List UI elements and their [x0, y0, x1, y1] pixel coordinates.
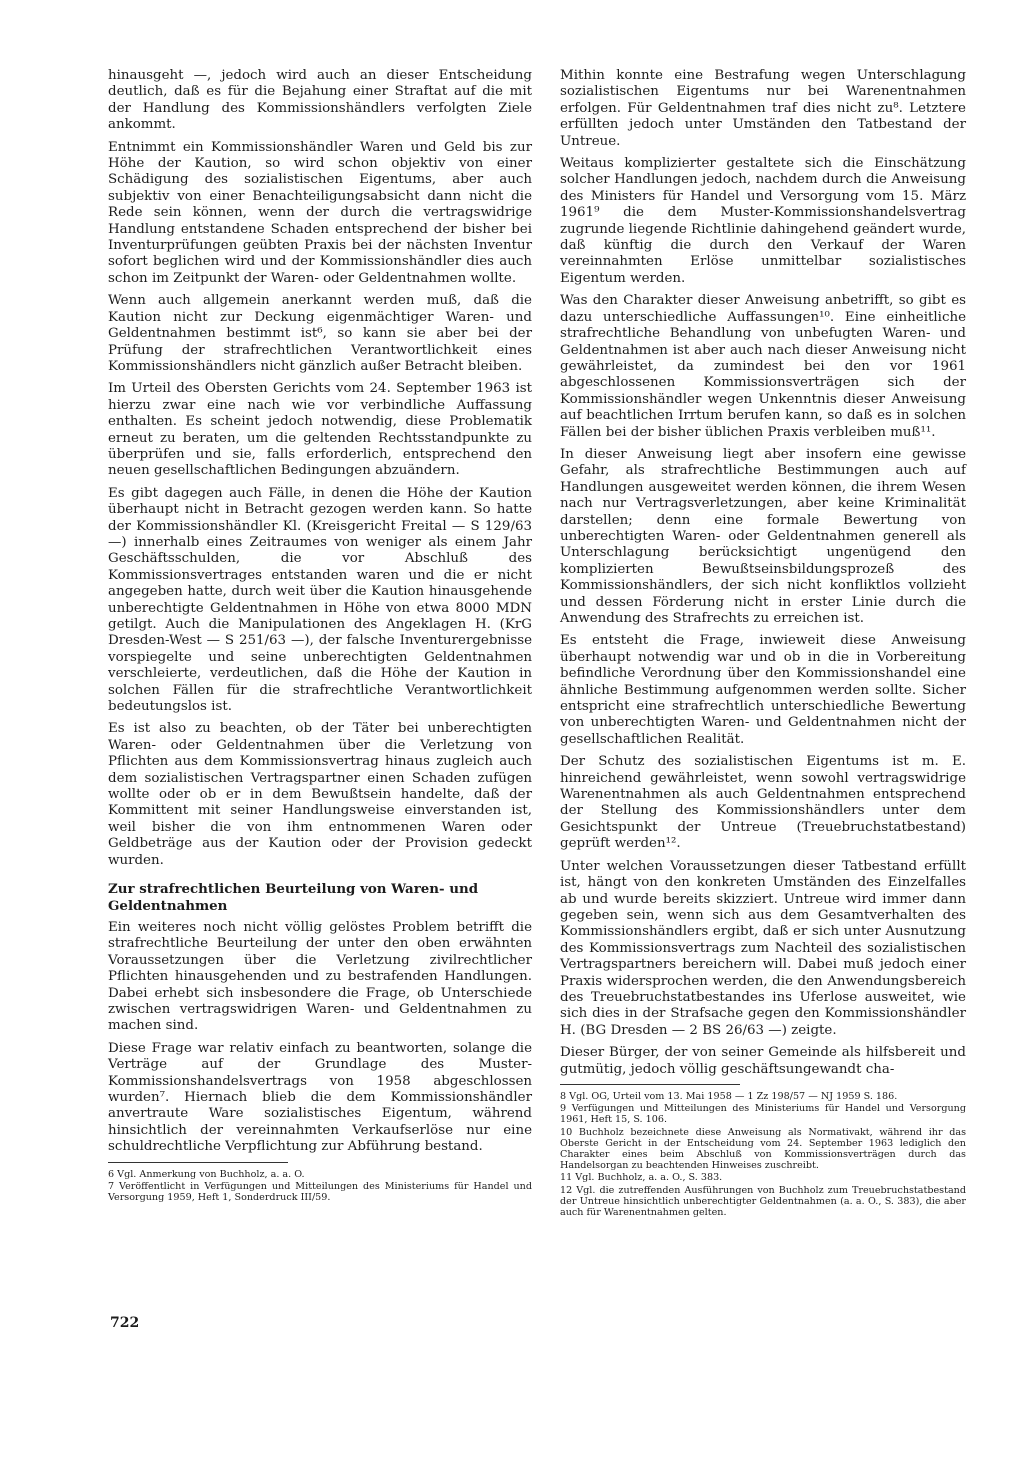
- body-paragraph: Es entsteht die Frage, inwieweit diese Anweisung überhaupt notwendig war und ob in die in Vorbereitung befindliche Verordnung über den Kommissionshandel eine ähnliche Bestimmung aufgenommen werden sollte. Sicher entspricht eine strafrechtlich unterschiedliche Bewertung von unberechtigten Waren- und Geldentnahmen nicht der gesellschaftlichen Realität.: [560, 633, 966, 747]
- footnote: 11 Vgl. Buchholz, a. a. O., S. 383.: [560, 1172, 723, 1184]
- footnote-divider: [108, 1162, 288, 1163]
- footnote: 9 Verfügungen und Mitteilungen des Ministeriums für Handel und Versorgung 1961, Heft 15, S. 106.: [560, 1103, 966, 1126]
- right-column: [560, 68, 966, 1219]
- footnote: 6 Vgl. Anmerkung von Buchholz, a. a. O.: [108, 1168, 305, 1180]
- footnote: 8 Vgl. OG, Urteil vom 13. Mai 1958 — 1 Zz 198/57 — NJ 1959 S. 186.: [560, 1090, 898, 1102]
- body-paragraph: Es ist also zu beachten, ob der Täter bei unberechtigten Waren- oder Geldentnahmen über die Verletzung von Pflichten aus dem Kommissionsvertrag hinaus zugleich auch dem sozialistischen Vertragspartner einen Schaden zufügen wollte oder ob er in dem Bewußtsein handelte, daß der Kommittent mit seiner Handlungsweise einverstanden ist, weil bisher die von ihm entnommenen Waren oder Geldbeträge aus der Kaution oder der Provision gedeckt wurden.: [108, 721, 532, 868]
- footnote: 12 Vgl. die zutreffenden Ausführungen von Buchholz zum Treuebruchstatbestand der Untreue hinsichtlich unberechtigter Geldentnahmen (a. a. O., S. 383), die aber auch für Warenentnahmen gelten.: [560, 1184, 966, 1218]
- body-paragraph: Dieser Bürger, der von seiner Gemeinde als hilfsbereit und gutmütig, jedoch völlig geschäftsungewandt cha-: [560, 1045, 966, 1077]
- body-paragraph: Der Schutz des sozialistischen Eigentums ist m. E. hinreichend gewährleistet, wenn sowohl vertragswidrige Warenentnahmen als auch Geldentnahmen entsprechend der Stellung des Kommissionshändlers unter dem Gesichtspunkt der Untreue (Treuebruchstatbestand) geprüft werden¹².: [560, 754, 966, 852]
- body-paragraph: Entnimmt ein Kommissionshändler Waren und Geld bis zur Höhe der Kaution, so wird schon objektiv von einer Schädigung des sozialistischen Eigentums, aber auch subjektiv von einer Benachteiligungsabsicht dann nicht die Rede sein können, wenn der durch die vertragswidrige Handlung entstandene Schaden entsprechend der bisher bei Inventurprüfungen geübten Praxis bei der nächsten Inventur sofort beglichen wird und der Kommissionshändler dies auch schon im Zeitpunkt der Waren- oder Geldentnahmen wollte.: [108, 139, 532, 286]
- body-paragraph: Mithin konnte eine Bestrafung wegen Unterschlagung sozialistischen Eigentums nur bei Warenentnahmen erfolgen. Für Geldentnahmen traf dies nicht zu⁸. Letztere erfüllten jedoch unter Umständen den Tatbestand der Untreue.: [560, 68, 966, 149]
- body-paragraph: hinausgeht —, jedoch wird auch an dieser Entscheidung deutlich, daß es für die Bejahung einer Straftat auf die mit der Handlung des Kommissionshändlers verfolgten Ziele ankommt.: [108, 68, 532, 133]
- body-paragraph: Ein weiteres noch nicht völlig gelöstes Problem betrifft die strafrechtliche Beurteilung der unter den oben erwähnten Voraussetzungen über die Verletzung zivilrechtlicher Pflichten hinausgehenden und zu bestrafenden Handlungen. Dabei erhebt sich insbesondere die Frage, ob Unterschiede zwischen vertragswidrigen Waren- und Geldentnahmen zu machen sind.: [108, 919, 532, 1034]
- footnote-divider: [560, 1084, 740, 1085]
- body-paragraph: In dieser Anweisung liegt aber insofern eine gewisse Gefahr, als strafrechtliche Bestimmungen auch auf Handlungen ausgeweitet werden können, die ihrem Wesen nach nur Vertragsverletzungen, aber keine Kriminalität darstellen; denn eine formale Bewertung von unberechtigten Waren- oder Geldentnahmen generell als Unterschlagung berücksichtigt ungenügend den komplizierten Bewußtseinsbildungsprozeß des Kommissionshändlers, der sich nicht konfliktlos vollzieht und dessen Förderung nicht in erster Linie durch die Anwendung des Strafrechts zu erreichen ist.: [560, 446, 966, 626]
- left-column: [108, 68, 532, 1204]
- body-paragraph: Weitaus komplizierter gestaltete sich die Einschätzung solcher Handlungen jedoch, nachdem durch die Anweisung des Ministers für Handel und Versorgung vom 15. März 1961⁹ die dem Muster-Kommissionshandelsvertrag zugrunde liegende Richtlinie dahingehend geändert wurde, daß künftig die durch den Verkauf der Waren vereinnahmten Erlöse unmittelbar sozialistisches Eigentum werden.: [560, 156, 967, 286]
- body-paragraph: Diese Frage war relativ einfach zu beantworten, solange die Verträge auf der Grundlage des Muster-Kommissionshandelsvertrags von 1958 abgeschlossen wurden⁷. Hiernach blieb die dem Kommissionshändler anvertraute Ware sozialistisches Eigentum, während hinsichtlich der vereinnahmten Verkaufserlöse nur eine schuldrechtliche Verpflichtung zur Abführung bestand.: [108, 1040, 532, 1155]
- footnote: 7 Veröffentlicht in Verfügungen und Mitteilungen des Ministeriums für Handel und Versorgung 1959, Heft 1, Sonderdruck III/59.: [108, 1180, 532, 1203]
- footnote: 10 Buchholz bezeichnete diese Anweisung als Normativakt, während ihr das Oberste Gericht in der Entscheidung vom 24. September 1963 lediglich den Charakter eines beim Abschluß von Kommissionsverträgen durch das Handelsorgan zu beachtenden Hinweises zuschreibt.: [560, 1126, 966, 1172]
- page-number: 722: [110, 1315, 140, 1331]
- body-paragraph: Wenn auch allgemein anerkannt werden muß, daß die Kaution nicht zur Deckung eigenmächtiger Waren- und Geldentnahmen bestimmt ist⁶, so kann sie aber bei der Prüfung der strafrechtlichen Verantwortlichkeit eines Kommissionshändlers nicht gänzlich außer Betracht bleiben.: [108, 293, 532, 374]
- body-paragraph: Es gibt dagegen auch Fälle, in denen die Höhe der Kaution überhaupt nicht in Betracht gezogen werden kann. So hatte der Kommissionshändler Kl. (Kreisgericht Freital — S 129/63 —) innerhalb eines Zeitraumes von weniger als einem Jahr Geschäftsschulden, die vor Abschluß des Kommissionsvertrages entstanden waren und die er nicht angegeben hatte, durch weit über die Kaution hinausgehende unberechtigte Geldentnahmen in Höhe von etwa 8000 MDN getilgt. Auch die Manipulationen des Angeklagen H. (KrG Dresden-West — S 251/63 —), der falsche Inventurergebnisse vorspiegelte und seine unberechtigten Geldentnahmen verschleierte, verdeutlichen, daß die Höhe der Kaution in solchen Fällen für die strafrechtliche Verantwortlichkeit bedeutungslos ist.: [108, 485, 532, 715]
- body-paragraph: Im Urteil des Obersten Gerichts vom 24. September 1963 ist hierzu zwar eine nach wie vor verbindliche Auffassung enthalten. Es scheint jedoch notwendig, diese Problematik erneut zu beraten, um die geltenden Rechtsstandpunkte zu überprüfen und sie, falls erforderlich, entsprechend den neuen gesellschaftlichen Bedingungen abzuändern.: [108, 381, 532, 479]
- body-paragraph: Unter welchen Voraussetzungen dieser Tatbestand erfüllt ist, hängt von den konkreten Umständen des Einzelfalles ab und wurde bereits skizziert. Untreue wird immer dann gegeben sein, wenn sich aus dem Gesamtverhalten des Kommissionshändlers ergibt, daß er sich unter Ausnutzung des Kommissionsvertrags zum Nachteil des sozialistischen Vertragspartners bereichern will. Dabei muß jedoch einer Praxis widersprochen werden, die den Anwendungsbereich des Treuebruchstatbestandes ins Uferlose ausweitet, wie sich dies in der Strafsache gegen den Kommissionshändler H. (BG Dresden — 2 BS 26/63 —) zeigte.: [560, 858, 966, 1038]
- body-paragraph: Was den Charakter dieser Anweisung anbetrifft, so gibt es dazu unterschiedliche Auffassungen¹⁰. Eine einheitliche strafrechtliche Behandlung von unbefugten Waren- und Geldentnahmen ist aber auch nach dieser Anweisung nicht gewährleistet, da zumindest bei den vor 1961 abgeschlossenen Kommissionsverträgen sich der Kommissionshändler wegen Unkenntnis dieser Anweisung auf beachtlichen Irrtum berufen kann, so daß es in solchen Fällen bei der bisher üblichen Praxis verbleiben muß¹¹.: [560, 293, 966, 440]
- section-heading: Zur strafrechtlichen Beurteilung von Waren- und Geldentnahmen: [108, 881, 479, 914]
